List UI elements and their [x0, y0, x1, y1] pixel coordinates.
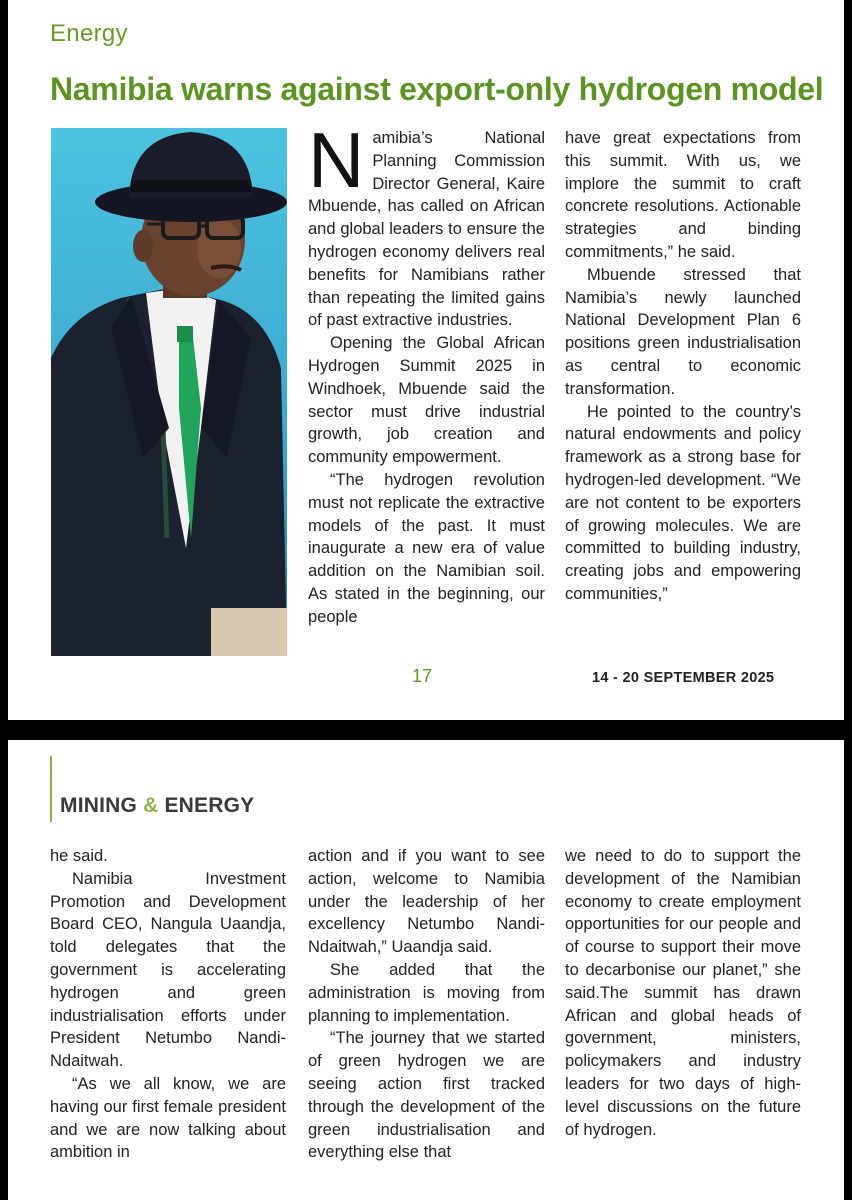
paragraph: he said. [50, 847, 108, 865]
magazine-page-next [8, 740, 844, 1200]
page-number: 17 [412, 666, 433, 686]
paragraph: have great expectations from this summit. With us, we implore the summit to craft concrete resolutions. Actionable strategies and binding commitments,” he said. [565, 129, 801, 261]
paragraph: “The journey that we started of green hydrogen we are seeing action first tracked through the development of the green industrialisation and everything else that [308, 1029, 545, 1162]
paragraph: “The hydrogen revolution must not replicate the extractive models of the past. It must inaugurate a new era of value addition on the Namibian soil. As stated in the beginning, our people [308, 470, 545, 626]
article-column-1 [308, 116, 545, 629]
article-column-3 [565, 845, 801, 1141]
section-accent-bar [50, 756, 52, 822]
magazine-page-17 [8, 0, 844, 720]
article-column-2 [308, 845, 545, 1164]
issue-date: 14 - 20 SEPTEMBER 2025 [592, 670, 775, 686]
paragraph: Namibia Investment Promotion and Development Board CEO, Nangula Uaandja, told delegates that the government is accelerating hydrogen and green industrialisation efforts under President Netumbo Nandi-Ndaitwah. [50, 869, 286, 1071]
paragraph: She added that the administration is moving from planning to implementation. [308, 960, 545, 1025]
paragraph: action and if you want to see action, welcome to Namibia under the leadership of her excellency Netumbo Nandi-Ndaitwah,” Uaandja said. [308, 847, 545, 957]
paragraph: He pointed to the country’s natural endowments and policy framework as a strong base for hydrogen-led development. “We are not content to be exporters of growing molecules. We are committed to building industry, creating jobs and empowering communities,” [565, 402, 801, 603]
paragraph: Mbuende stressed that Namibia’s newly launched National Development Plan 6 positions green industrialisation as central to economic transformation. [565, 265, 801, 398]
section-header: MINING & ENERGY [60, 794, 255, 817]
section-label: Energy [50, 20, 128, 47]
paragraph: Namibia’s National Planning Commission Director General, Kaire Mbuende, has called on African and global leaders to ensure the hydrogen economy delivers real benefits for Namibians rather than repeating the limited gains of past extractive industries. [308, 116, 545, 330]
paragraph: “As we all know, we are having our first female president and we are now talking about ambition in [50, 1074, 286, 1162]
speaker-photo [51, 128, 287, 656]
article-column-2 [565, 127, 801, 606]
article-column-1 [50, 845, 286, 1164]
paragraph: we need to do to support the development of the Namibian economy to create employment opportunities for our people and of course to support their move to decarbonise our planet,” she said.The summit has drawn African and global heads of government, ministers, policymakers and industry leaders for two days of high-level discussions on the future of hydrogen. [565, 847, 801, 1139]
article-headline: Namibia warns against export-only hydrogen model [50, 71, 824, 107]
drop-cap: N [308, 116, 365, 204]
speaker-illustration [51, 128, 287, 656]
paragraph: Opening the Global African Hydrogen Summit 2025 in Windhoek, Mbuende said the sector must drive industrial growth, job creation and community empowerment. [308, 334, 545, 467]
